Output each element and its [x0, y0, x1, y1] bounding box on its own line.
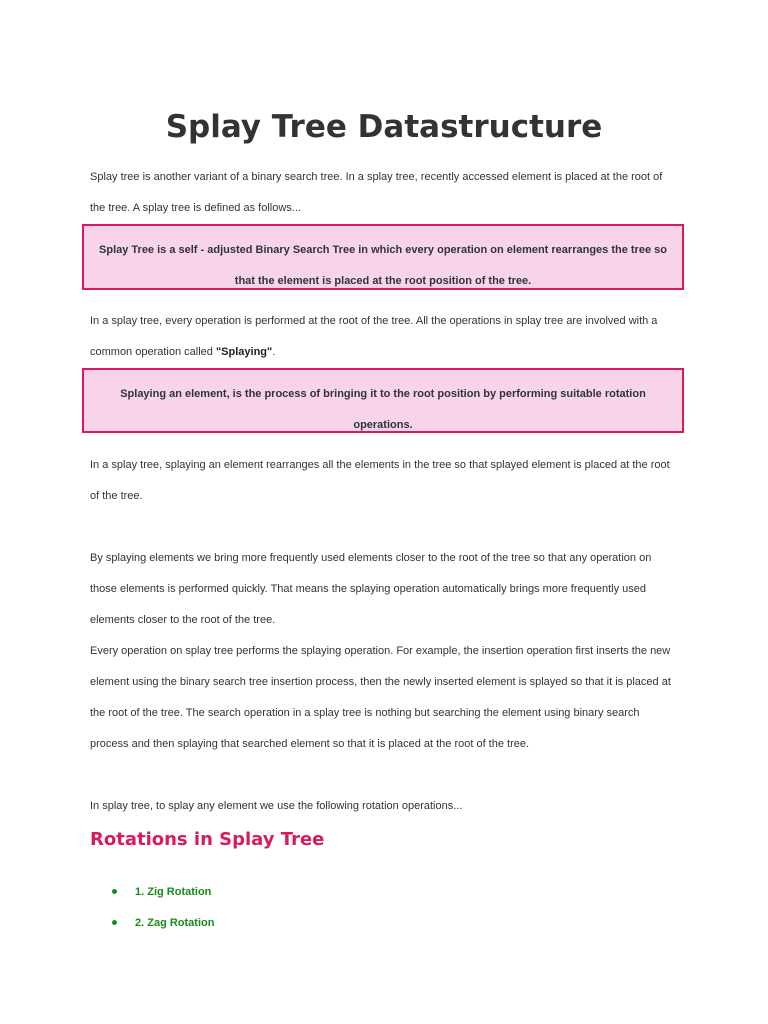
list-item[interactable] [90, 908, 214, 939]
list-item[interactable] [90, 877, 214, 908]
page-title: Splay Tree Datastructure [165, 109, 603, 145]
rearrange-paragraph: In a splay tree, splaying an element rearranges all the elements in the tree so that splayed element is placed at the root of the tree. [90, 459, 670, 502]
definition-callout: Splay Tree is a self - adjusted Binary Search Tree in which every operation on element rearranges the tree so that the element is placed at the root position of the tree. [82, 224, 684, 290]
benefit-paragraph: By splaying elements we bring more frequently used elements closer to the root of the tree so that any operation on those elements is performed quickly. That means the splaying operation automatically brings more frequently used elements closer to the root of the tree. [90, 552, 652, 626]
rotations-heading: Rotations in Splay Tree [90, 829, 325, 850]
splaying-callout: Splaying an element, is the process of bringing it to the root position by performing suitable rotation operations. [82, 368, 684, 433]
operations-paragraph [90, 306, 680, 368]
intro-paragraph: Splay tree is another variant of a binary search tree. In a splay tree, recently accessed element is placed at the root of the tree. A splay tree is defined as follows... [90, 171, 663, 214]
bullet-icon [112, 920, 117, 925]
operations-end: . [272, 346, 276, 358]
splaying-term: "Splaying" [215, 346, 273, 358]
bullet-icon [112, 889, 117, 894]
rotation-intro-paragraph: In splay tree, to splay any element we use the following rotation operations... [90, 800, 463, 812]
rotations-list [90, 877, 214, 939]
operations-text: In a splay tree, every operation is performed at the root of the tree. All the operations in splay tree are involved with a common operation called [90, 315, 658, 358]
rotation-label[interactable]: 1. Zig Rotation [135, 886, 212, 898]
example-paragraph: Every operation on splay tree performs the splaying operation. For example, the insertion operation first inserts the new element using the binary search tree insertion process, then the newly inserted element is splayed so that it is placed at the root of the tree. The search operation in a splay tree is nothing but searching the element using binary search process and then splaying that searched element so that it is placed at the root of the tree. [90, 645, 671, 750]
rotation-label[interactable]: 2. Zag Rotation [135, 917, 215, 929]
